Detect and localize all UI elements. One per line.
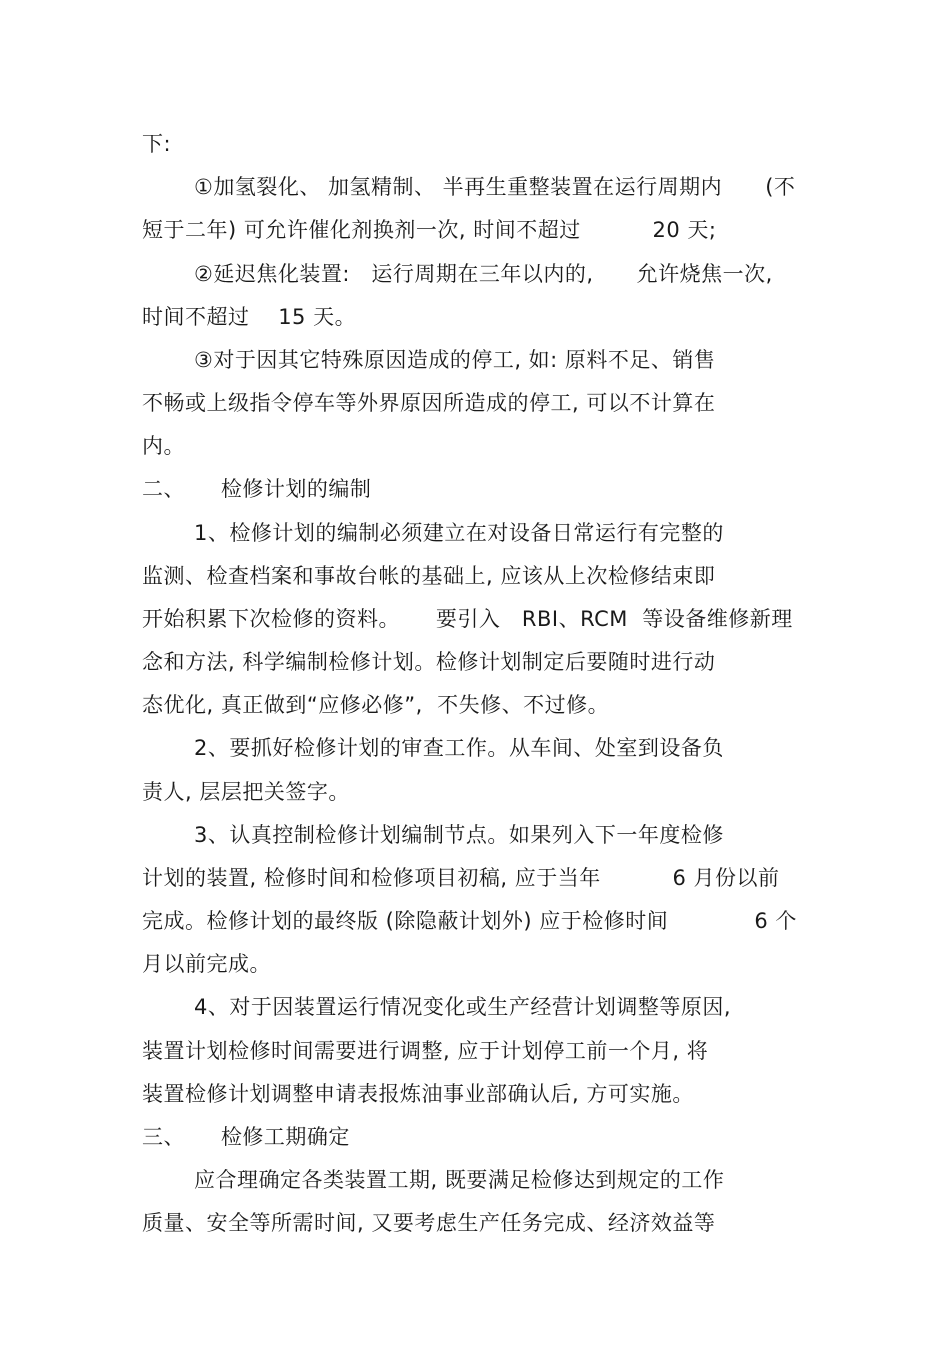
text-line: 下: bbox=[142, 132, 172, 156]
text-line: 月以前完成。 bbox=[142, 952, 271, 976]
text-line: 态优化, 真正做到“应修必修”, 不失修、不过修。 bbox=[142, 693, 610, 717]
text-line: 装置计划检修时间需要进行调整, 应于计划停工前一个月, 将 bbox=[142, 1039, 709, 1063]
text-line: ③对于因其它特殊原因造成的停工, 如: 原料不足、销售 bbox=[194, 348, 716, 372]
text-line: ①加氢裂化、 加氢精制、 半再生重整装置在运行周期内 (不 bbox=[194, 175, 796, 199]
text-line: 计划的装置, 检修时间和检修项目初稿, 应于当年 6 月份以前 bbox=[142, 866, 780, 890]
text-line: 装置检修计划调整申请表报炼油事业部确认后, 方可实施。 bbox=[142, 1082, 694, 1106]
text-line: 开始积累下次检修的资料。 要引入 RBI、RCM 等设备维修新理 bbox=[142, 607, 793, 631]
text-line: 1、检修计划的编制必须建立在对设备日常运行有完整的 bbox=[194, 521, 724, 545]
text-line: 2、要抓好检修计划的审查工作。从车间、处室到设备负 bbox=[194, 736, 724, 760]
text-line: 应合理确定各类装置工期, 既要满足检修达到规定的工作 bbox=[194, 1168, 725, 1192]
text-line: 不畅或上级指令停车等外界原因所造成的停工, 可以不计算在 bbox=[142, 391, 716, 415]
text-line: 责人, 层层把关签字。 bbox=[142, 780, 350, 804]
text-line: 4、对于因装置运行情况变化或生产经营计划调整等原因, bbox=[194, 995, 732, 1019]
text-line: 时间不超过 15 天。 bbox=[142, 305, 357, 329]
text-line: 短于二年) 可允许催化剂换剂一次, 时间不超过 20 天; bbox=[142, 218, 717, 242]
text-line: 念和方法, 科学编制检修计划。检修计划制定后要随时进行动 bbox=[142, 650, 716, 674]
text-line: ②延迟焦化装置: 运行周期在三年以内的, 允许烧焦一次, bbox=[194, 262, 773, 286]
section-heading: 二、 检修计划的编制 bbox=[142, 477, 372, 501]
text-line: 监测、检查档案和事故台帐的基础上, 应该从上次检修结束即 bbox=[142, 564, 716, 588]
section-heading: 三、 检修工期确定 bbox=[142, 1125, 350, 1149]
text-line: 完成。检修计划的最终版 (除隐蔽计划外) 应于检修时间 6 个 bbox=[142, 909, 797, 933]
text-line: 内。 bbox=[142, 434, 185, 458]
text-line: 3、认真控制检修计划编制节点。如果列入下一年度检修 bbox=[194, 823, 724, 847]
text-line: 质量、安全等所需时间, 又要考虑生产任务完成、经济效益等 bbox=[142, 1211, 716, 1235]
